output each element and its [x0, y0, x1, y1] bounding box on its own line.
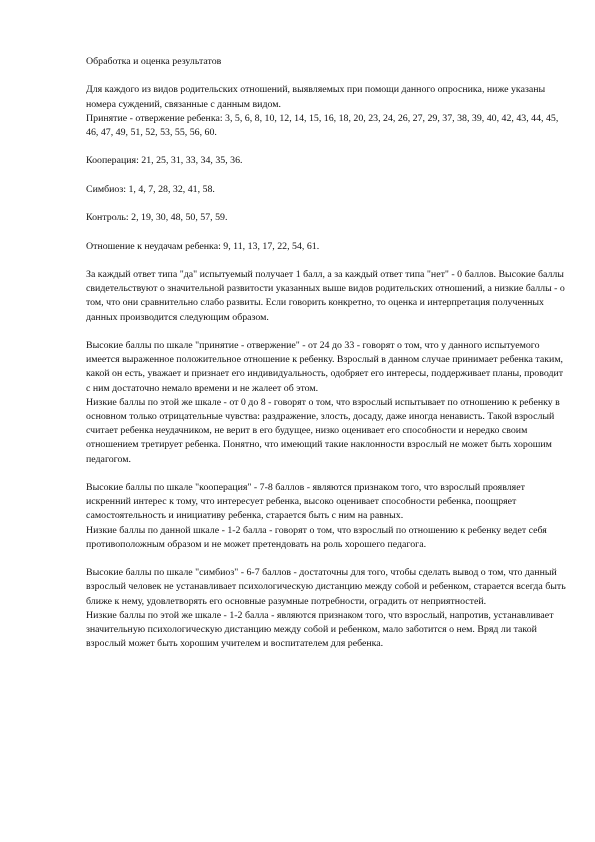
spacer	[86, 254, 566, 268]
symbiosis-high-paragraph: Высокие баллы по шкале "симбиоз" - 6-7 баллов - достаточны для того, чтобы сделать вывод о том, что данный взрослый человек не устанавливает психологическую дистанцию между собой и ребенком, старается всегда быть ближе к нему, удовлетворять его основные разумные потребности, оградить от неприятностей.	[86, 567, 566, 607]
scale-acceptance-items: Принятие - отвержение ребенка: 3, 5, 6, 8, 10, 12, 14, 15, 16, 18, 20, 23, 24, 26, 27, 29, 37, 38, 39, 40, 42, 43, 44, 45, 46, 47, 49, 51, 52, 53, 55, 56, 60.	[86, 112, 559, 138]
scoring-paragraph: За каждый ответ типа "да" испытуемый получает 1 балл, а за каждый ответ типа "нет" - 0 баллов. Высокие баллы свидетельствуют о значительной развитости указанных выше видов родительских отношений, а низкие баллы - о том, что они сравнительно слабо развиты. Если говорить конкретно, то оценка и интерпретация полученных данных производится следующим образом.	[86, 268, 565, 323]
document-page	[86, 55, 566, 651]
scale-symbiosis-items: Симбиоз: 1, 4, 7, 28, 32, 41, 58.	[86, 183, 215, 195]
scale-failures-items: Отношение к неудачам ребенка: 9, 11, 13, 17, 22, 54, 61.	[86, 240, 320, 252]
spacer	[86, 225, 566, 239]
intro-paragraph: Для каждого из видов родительских отношений, выявляемых при помощи данного опросника, ниже указаны номера суждений, связанные с данным видом.	[86, 84, 546, 110]
scale-cooperation-items: Кооперация: 21, 25, 31, 33, 34, 35, 36.	[86, 155, 243, 167]
acceptance-low-paragraph: Низкие баллы по этой же шкале - от 0 до 8 - говорят о том, что взрослый испытывает по отношению к ребенку в основном только отрицательные чувства: раздражение, злость, досаду, даже иногда ненависть. Такой взрослый считает ребенка неудачником, не верит в его будущее, низко оценивает его способности и нередко своим отношением третирует ребенка. Понятно, что имеющий такие наклонности взрослый не может быть хорошим педагогом.	[86, 396, 560, 465]
spacer	[86, 197, 566, 211]
cooperation-high-paragraph: Высокие баллы по шкале "кооперация" - 7-8 баллов - являются признаком того, что взрослый проявляет искренний интерес к тому, что интересует ребенка, высоко оценивает способности ребенка, поощряет самостоятельность и инициативу ребенка, старается быть с ним на равных.	[86, 481, 525, 522]
spacer	[86, 552, 566, 566]
cooperation-low-paragraph: Низкие баллы по данной шкале - 1-2 балла - говорят о том, что взрослый по отношению к ребенку ведет себя противоположным образом и не может претендовать на роль хорошего педагога.	[86, 524, 547, 550]
scale-control-items: Контроль: 2, 19, 30, 48, 50, 57, 59.	[86, 212, 228, 224]
symbiosis-low-paragraph: Низкие баллы по этой же шкале - 1-2 балла - являются признаком того, что взрослый, напротив, устанавливает значительную психологическую дистанцию между собой и ребенком, мало заботится о нем. Вряд ли такой взрослый может быть хорошим учителем и воспитателем для ребенка.	[86, 609, 554, 650]
spacer	[86, 169, 566, 183]
acceptance-high-paragraph: Высокие баллы по шкале "принятие - отвержение" - от 24 до 33 - говорят о том, что у данного испытуемого имеется выраженное положительное отношение к ребенку. Взрослый в данном случае принимает ребенка таким, какой он есть, уважает и признает его индивидуальность, одобряет его интересы, поддерживает планы, проводит с ним достаточно немало времени и не жалеет об этом.	[86, 339, 564, 394]
spacer	[86, 467, 566, 481]
spacer	[86, 325, 566, 339]
document-title: Обработка и оценка результатов	[86, 56, 222, 67]
spacer	[86, 140, 566, 154]
